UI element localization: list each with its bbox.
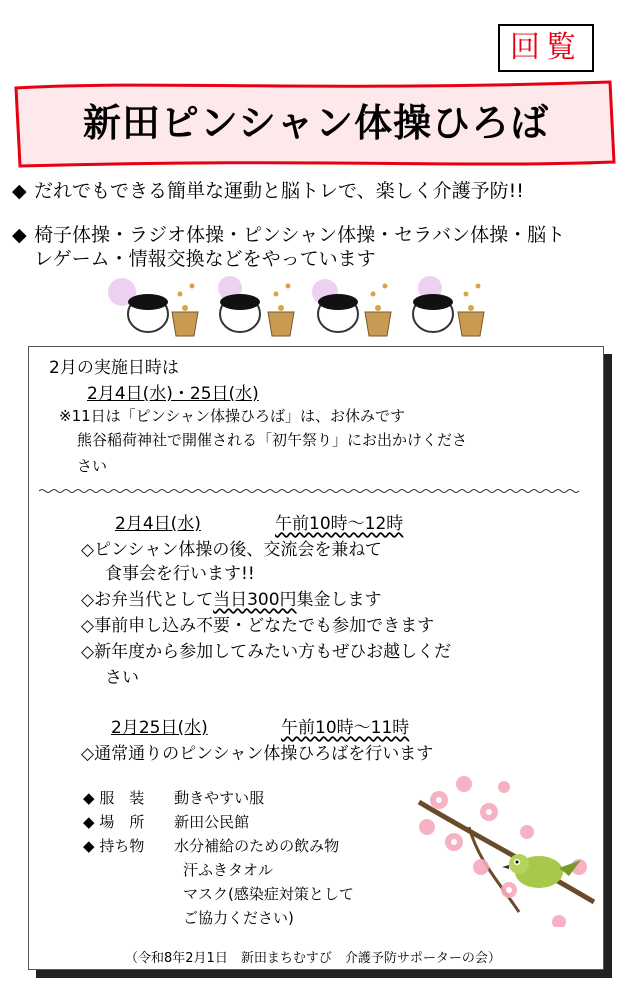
schedule-heading: 2月の実施日時は — [49, 358, 179, 378]
session1-item-1: ◇ピンシャン体操の後、交流会を兼ねて — [81, 540, 382, 560]
detail-belongings-2: 汗ふきタオル — [183, 861, 274, 879]
notice-line-3: さい — [77, 457, 108, 475]
session1-item-4-cont: さい — [105, 668, 139, 688]
session2-time: 午前10時～11時 — [281, 718, 410, 738]
circulation-stamp: 回覧 — [498, 24, 594, 72]
detail-belongings: ◆ 持ち物 水分補給のための飲み物 — [83, 837, 340, 855]
intro-line-1: ◆ だれでもできる簡単な運動と脳トレで、楽しく介護予防!! — [12, 180, 524, 202]
notice-line-2: 熊谷稲荷神社で開催される「初午祭り」にお出かけくださ — [77, 431, 468, 449]
setsubun-illustration — [100, 272, 520, 342]
session1-item-4: ◇新年度から参加してみたい方もぜひお越しくだ — [81, 642, 452, 662]
notice-line-1: ※11日は「ピンシャン体操ひろば」は、お休みです — [59, 407, 405, 425]
intro-line-2-cont: レゲーム・情報交換などをやっています — [34, 248, 376, 270]
plum-blossom-bird-illustration — [409, 772, 599, 927]
session1-item-1-cont: 食事会を行います!! — [105, 564, 255, 584]
diamond-icon: ◆ — [12, 180, 27, 202]
open-diamond-icon: ◇ — [81, 590, 95, 610]
schedule-panel — [28, 346, 604, 970]
detail-clothing: ◆ 服 装 動きやすい服 — [83, 789, 265, 807]
page-title: 新田ピンシャン体操ひろば — [82, 101, 550, 145]
session2-date: 2月25日(水) — [111, 718, 208, 738]
session1-date: 2月4日(水) — [115, 514, 201, 534]
session1-time: 午前10時～12時 — [275, 514, 404, 534]
diamond-icon: ◆ — [83, 837, 95, 855]
detail-belongings-4: ご協力ください) — [183, 909, 294, 927]
open-diamond-icon: ◇ — [81, 744, 95, 764]
diamond-icon: ◆ — [83, 789, 95, 807]
diamond-icon: ◆ — [12, 224, 27, 246]
detail-place: ◆ 場 所 新田公民館 — [83, 813, 250, 831]
open-diamond-icon: ◇ — [81, 616, 95, 636]
intro-line-2: ◆ 椅子体操・ラジオ体操・ピンシャン体操・セラバン体操・脳ト — [12, 224, 566, 246]
detail-belongings-3: マスク(感染症対策として — [183, 885, 354, 903]
open-diamond-icon: ◇ — [81, 540, 95, 560]
footer-credit: （令和8年2月1日 新田まちむすび 介護予防サポーターの会） — [125, 951, 501, 966]
wavy-divider — [39, 487, 595, 495]
bird-icon — [502, 854, 581, 888]
open-diamond-icon: ◇ — [81, 642, 95, 662]
diamond-icon: ◆ — [83, 813, 95, 831]
session1-item-2: ◇お弁当代として当日300円集金します — [81, 590, 382, 610]
session2-item-1: ◇通常通りのピンシャン体操ひろばを行います — [81, 744, 434, 764]
schedule-dates: 2月4日(水)・25日(水) — [87, 384, 259, 404]
session1-item-3: ◇事前申し込み不要・どなたでも参加できます — [81, 616, 435, 636]
